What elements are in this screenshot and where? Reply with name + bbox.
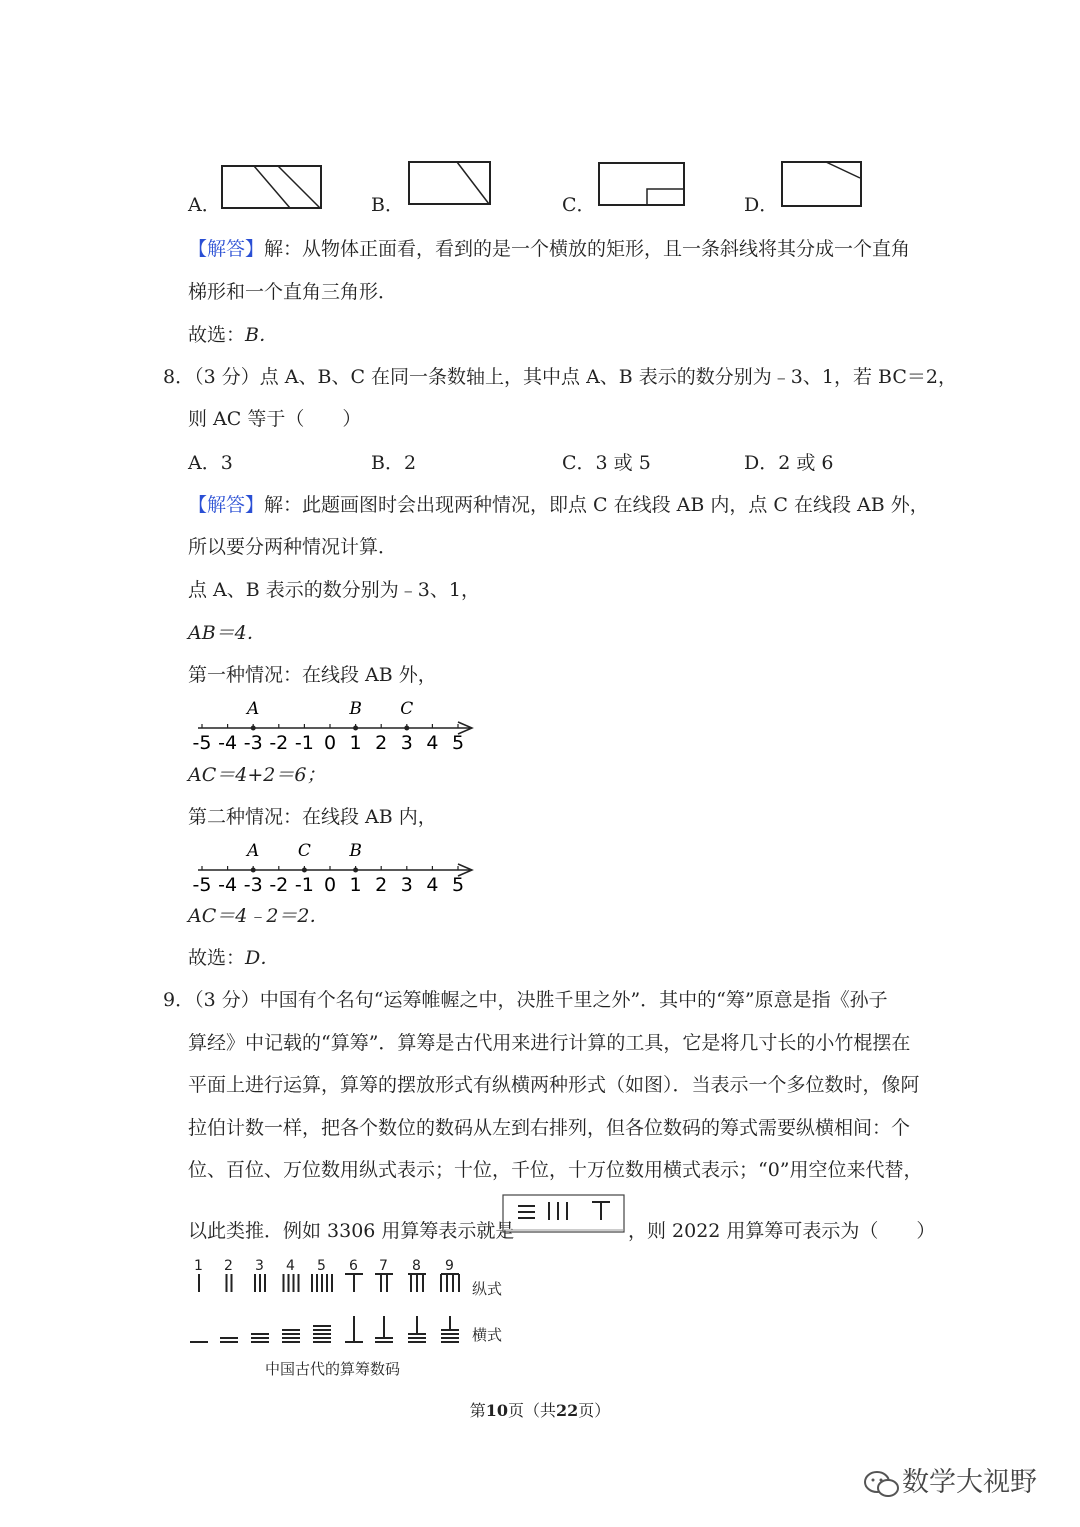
rod-example-3306 [502, 1194, 626, 1234]
q8-option-d: D．2 或 6 [744, 452, 834, 474]
q8-answer-line4: AB＝4． [188, 622, 266, 644]
page-footer: 第10页（共22页） [469, 1401, 611, 1420]
q8-answer-line3: 点 A、B 表示的数分别为﹣3、1， [188, 579, 480, 601]
watermark: 数学大视野 [862, 1460, 1037, 1499]
q8-option-b: B．2 [371, 452, 417, 474]
q8-stem-line2: 则 AC 等于（ ） [188, 408, 362, 430]
axis-tick-label: -1 [294, 732, 314, 754]
axis-tick-label: 3 [400, 732, 413, 754]
number-line-case1 [180, 694, 490, 754]
axis-tick-label: -3 [243, 874, 263, 896]
rod-number-label: 7 [379, 1258, 388, 1274]
q9-line2: 算经》中记载的“算筹”．算筹是古代用来进行计算的工具，它是将几寸长的小竹棍摆在 [188, 1032, 911, 1054]
figure-caption: 中国古代的算筹数码 [265, 1360, 401, 1378]
axis-tick-label: 3 [400, 874, 413, 896]
q8-answer-tag: 【解答】 [188, 494, 265, 516]
axis-tick-label: 2 [375, 874, 388, 896]
axis-tick-label: 1 [349, 874, 362, 896]
q9-line4: 拉伯计数一样，把各个数位的数码从左到右排列，但各位数码的筹式需要纵横相间：个 [188, 1117, 911, 1139]
q9-line6a: 以此类推．例如 3306 用算筹表示就是 [188, 1220, 515, 1242]
q8-case2-title: 第二种情况：在线段 AB 内， [188, 806, 437, 828]
axis-tick-label: 5 [451, 732, 465, 754]
q8-case1-title: 第一种情况：在线段 AB 外， [188, 664, 437, 686]
rod-number-label: 2 [224, 1258, 233, 1274]
q8-choice: 故选：D． [188, 947, 280, 969]
point-C [404, 726, 409, 731]
axis-tick-label: 4 [426, 732, 439, 754]
axis-tick-label: 0 [323, 732, 337, 754]
point-label-A: A [247, 841, 260, 861]
point-label-B: B [349, 841, 362, 861]
point-label-C: C [400, 699, 414, 719]
q8-case2-result: AC＝4﹣2＝2． [188, 905, 329, 927]
point-A [251, 868, 256, 873]
point-label-B: B [349, 699, 362, 719]
point-A [251, 726, 256, 731]
horizontal-label: 横式 [472, 1326, 503, 1344]
axis-tick-label: -2 [269, 732, 289, 754]
q7-answer-line1: 【解答】解：从物体正面看，看到的是一个横放的矩形，且一条斜线将其分成一个直角 [188, 238, 911, 260]
number-line-case2 [180, 836, 490, 896]
option-b-label: B． [371, 194, 404, 216]
q8-case1-result: AC＝4+2＝6； [188, 764, 326, 786]
option-c-figure [597, 161, 687, 209]
q8-answer-line1: 【解答】解：此题画图时会出现两种情况，即点 C 在线段 AB 内，点 C 在线段 AB 外， [188, 494, 929, 516]
axis-tick-label: 2 [375, 732, 388, 754]
axis-tick-label: -3 [243, 732, 263, 754]
rod-number-label: 8 [412, 1258, 421, 1274]
q7-answer-tag: 【解答】 [188, 238, 265, 260]
vertical-label: 纵式 [472, 1280, 503, 1298]
rod-number-label: 1 [194, 1258, 203, 1274]
axis-tick-label: -1 [294, 874, 314, 896]
q7-choice: 故选：B． [188, 324, 278, 346]
rod-numerals-figure [185, 1270, 475, 1350]
wechat-icon [862, 1469, 902, 1499]
q9-line5: 位、百位、万位数用纵式表示；十位，千位，十万位数用横式表示；“0”用空位来代替， [188, 1159, 923, 1181]
option-c-label: C． [562, 194, 596, 216]
option-a-figure [220, 164, 324, 212]
axis-tick-label: 1 [349, 732, 362, 754]
q8-answer-line2: 所以要分两种情况计算． [188, 536, 398, 558]
axis-tick-label: -5 [192, 732, 212, 754]
axis-tick-label: 4 [426, 874, 439, 896]
q9-line3: 平面上进行运算，算筹的摆放形式有纵横两种形式（如图）．当表示一个多位数时，像阿 [188, 1074, 920, 1096]
rod-number-label: 6 [349, 1258, 358, 1274]
q7-answer-line2: 梯形和一个直角三角形． [188, 281, 398, 303]
rod-number-label: 9 [445, 1258, 454, 1274]
axis-tick-label: -5 [192, 874, 212, 896]
rod-number-label: 3 [255, 1258, 264, 1274]
q9-line1: 9．（3 分）中国有个名句“运筹帷幄之中，决胜千里之外”．其中的“筹”原意是指《孙子 [163, 989, 888, 1011]
point-C [302, 868, 307, 873]
axis-tick-label: 5 [451, 874, 465, 896]
point-B [353, 726, 358, 731]
rod-number-label: 5 [317, 1258, 326, 1274]
axis-tick-label: 0 [323, 874, 337, 896]
rod-number-label: 4 [286, 1258, 295, 1274]
axis-tick-label: -4 [218, 874, 238, 896]
option-b-figure [407, 160, 493, 208]
point-label-C: C [297, 841, 311, 861]
axis-tick-label: -4 [218, 732, 238, 754]
q8-option-c: C．3 或 5 [562, 452, 651, 474]
option-d-figure [780, 160, 864, 210]
q9-line6b: ，则 2022 用算筹可表示为（ ） [628, 1220, 936, 1242]
q8-option-a: A．3 [188, 452, 233, 474]
option-d-label: D． [744, 194, 779, 216]
point-B [353, 868, 358, 873]
q8-stem-line1: 8．（3 分）点 A、B、C 在同一条数轴上，其中点 A、B 表示的数分别为﹣3、1，若 BC＝2， [163, 366, 957, 388]
point-label-A: A [247, 699, 260, 719]
axis-tick-label: -2 [269, 874, 289, 896]
option-a-label: A． [188, 194, 221, 216]
